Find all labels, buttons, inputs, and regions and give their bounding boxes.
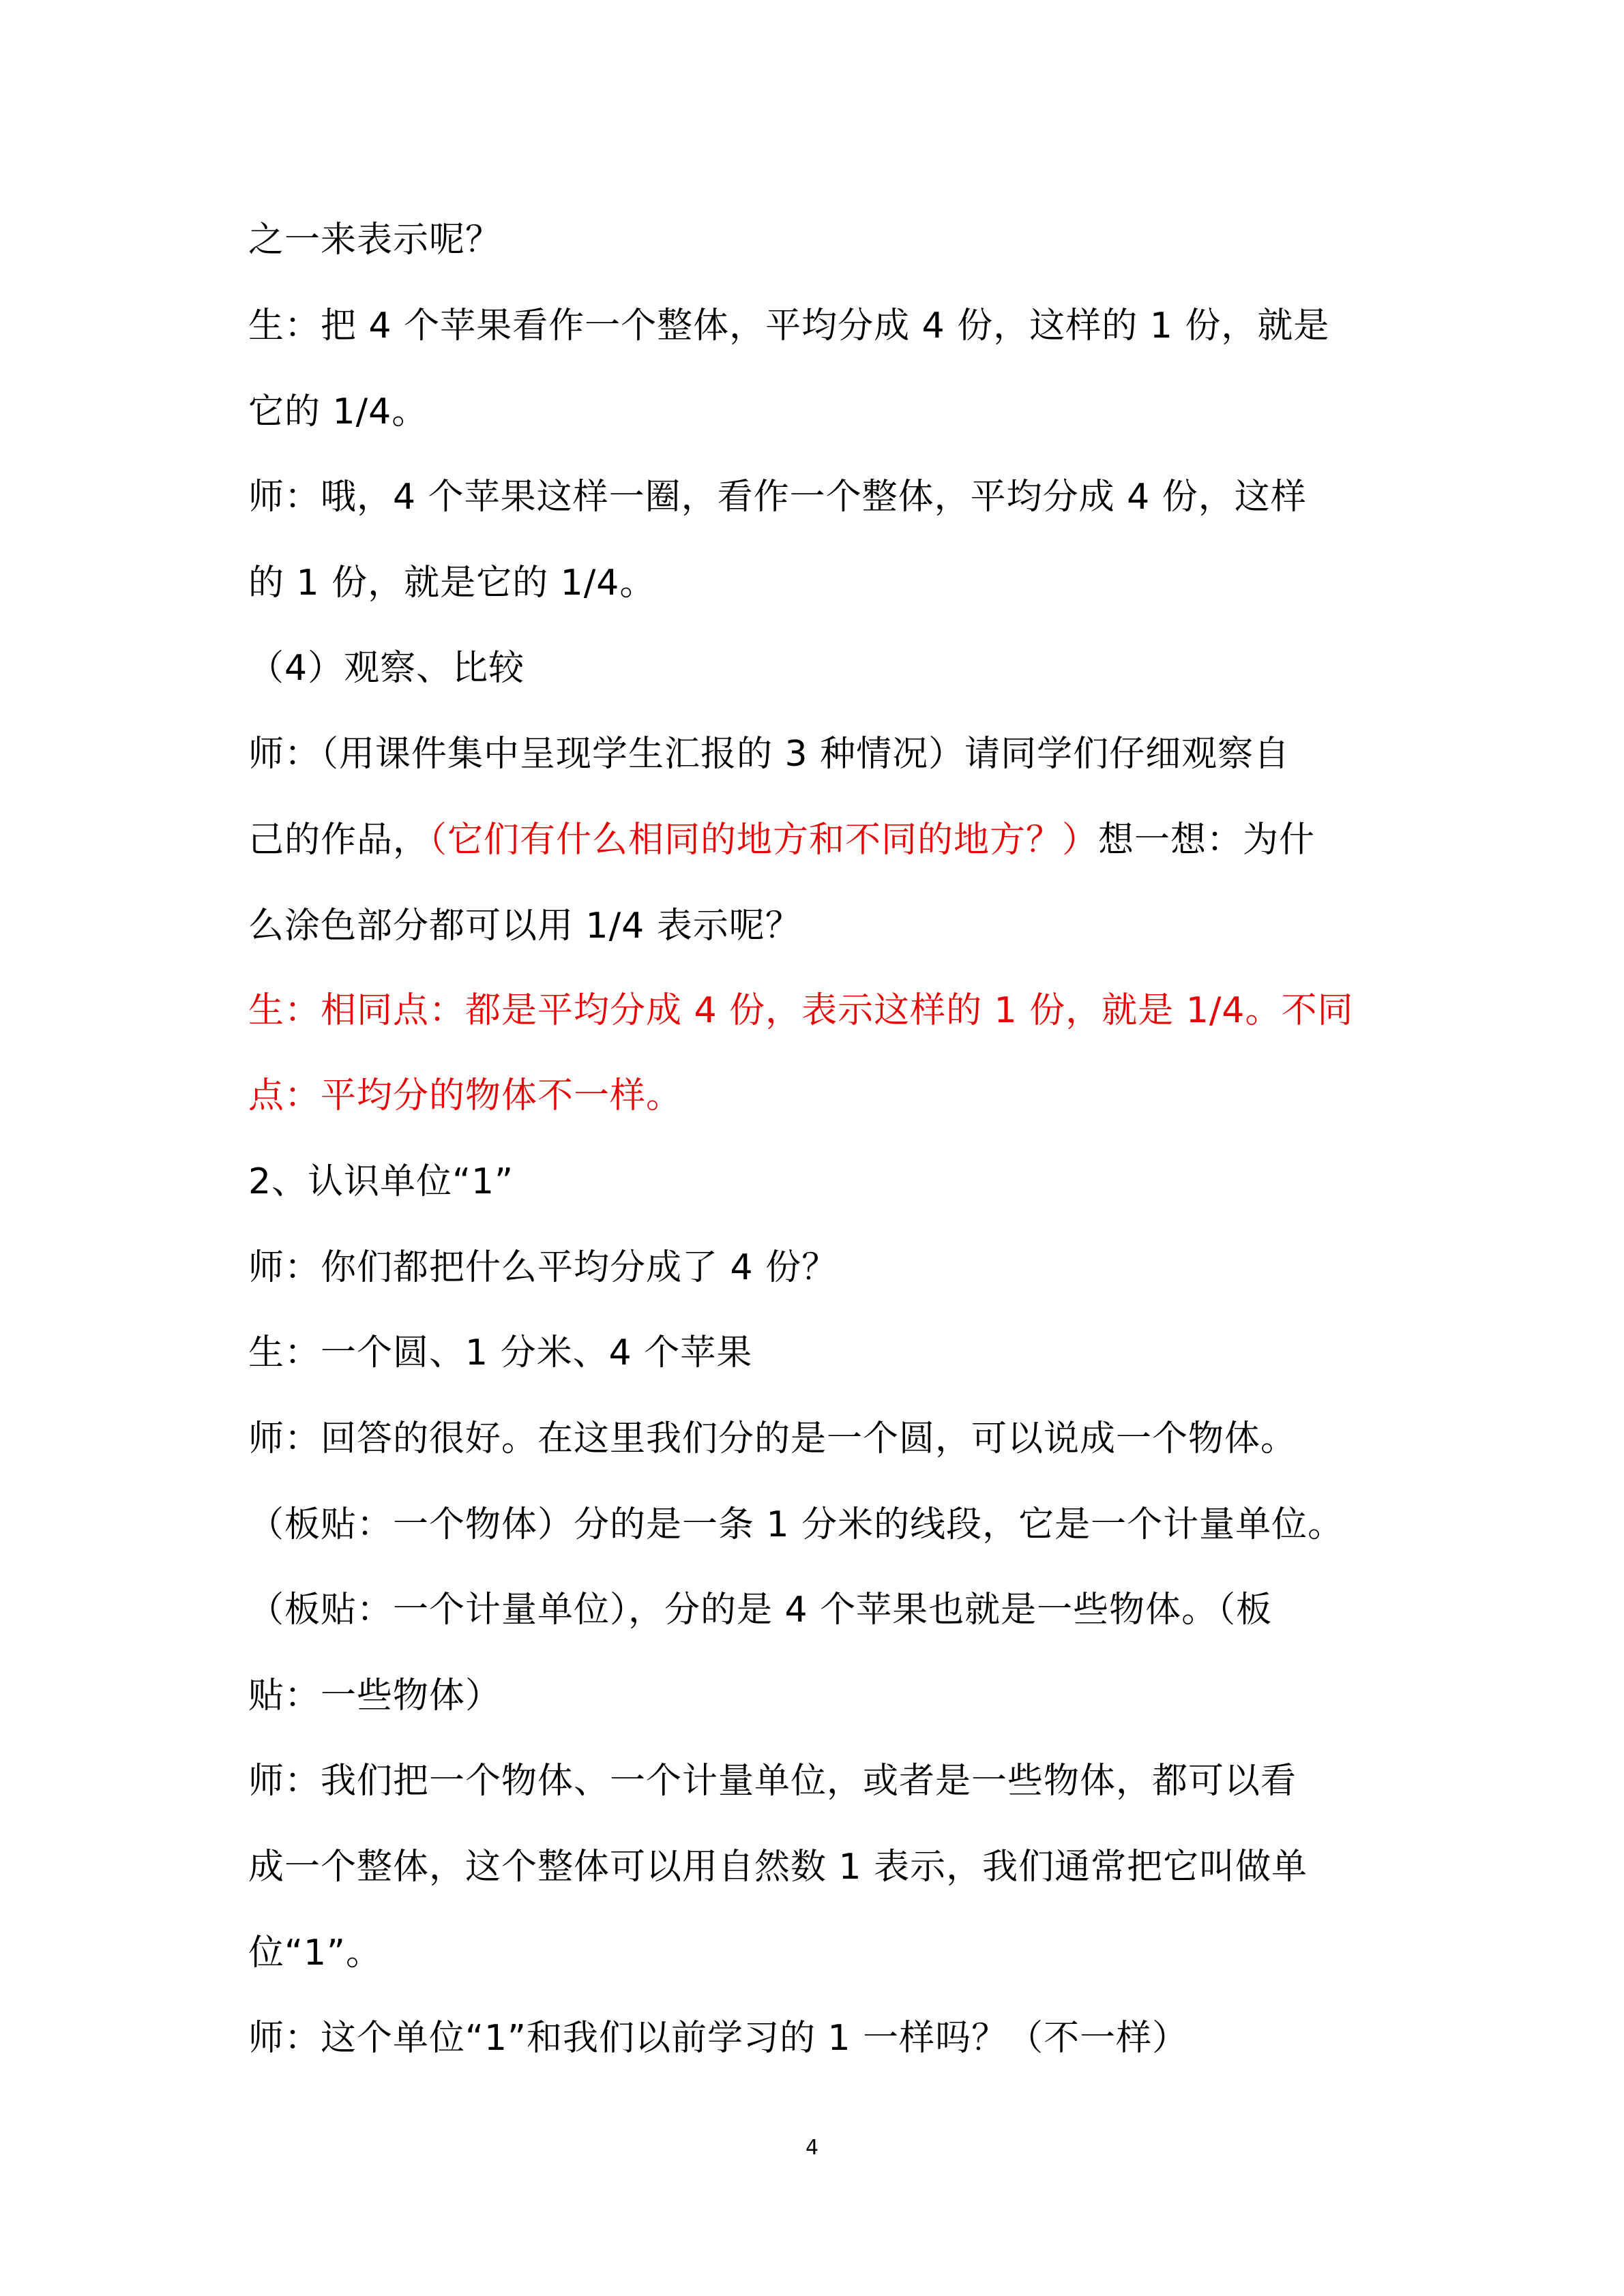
text-line-14: 生：一个圆、1 分米、4 个苹果 bbox=[248, 1332, 753, 1373]
text-line-17: （板贴：一个计量单位），分的是 4 个苹果也就是一些物体。（板 bbox=[248, 1590, 1273, 1630]
text-line-19: 师：我们把一个物体、一个计量单位，或者是一些物体，都可以看 bbox=[248, 1761, 1297, 1802]
text-line-22: 师：这个单位“1”和我们以前学习的 1 一样吗？（不一样） bbox=[248, 2018, 1189, 2059]
section-heading-observe-compare: （4）观察、比较 bbox=[248, 648, 525, 689]
section-heading-unit-one: 2、认识单位“1” bbox=[248, 1161, 514, 1202]
text-line-15: 师：回答的很好。在这里我们分的是一个圆，可以说成一个物体。 bbox=[248, 1418, 1297, 1459]
text-line-01: 之一来表示呢？ bbox=[248, 220, 502, 260]
text-line-13: 师：你们都把什么平均分成了 4 份？ bbox=[248, 1247, 838, 1288]
text-line-07: 师：（用课件集中呈现学生汇报的 3 种情况）请同学们仔细观察自 bbox=[248, 734, 1290, 775]
text-line-20: 成一个整体，这个整体可以用自然数 1 表示，我们通常把它叫做单 bbox=[248, 1847, 1308, 1888]
text-line-08 bbox=[248, 818, 1315, 862]
text-line-09: 么涂色部分都可以用 1/4 表示呢？ bbox=[248, 906, 801, 946]
text-segment-plain: 己的作品， bbox=[248, 820, 430, 861]
page-number: 4 bbox=[805, 2136, 819, 2160]
text-line-18: 贴：一些物体） bbox=[248, 1675, 502, 1716]
text-line-04: 师：哦，4 个苹果这样一圈，看作一个整体，平均分成 4 份，这样 bbox=[248, 477, 1307, 518]
text-line-02: 生：把 4 个苹果看作一个整体，平均分成 4 份，这样的 1 份，就是 bbox=[248, 305, 1330, 346]
text-line-21: 位“1”。 bbox=[248, 1933, 382, 1973]
text-line-16: （板贴：一个物体）分的是一条 1 分米的线段，它是一个计量单位。 bbox=[248, 1504, 1344, 1545]
text-line-10-red: 生：相同点：都是平均分成 4 份，表示这样的 1 份，就是 1/4。不同 bbox=[248, 990, 1354, 1031]
text-segment-red-question: （它们有什么相同的地方和不同的地方？） bbox=[429, 820, 1099, 861]
text-line-05: 的 1 份，就是它的 1/4。 bbox=[248, 563, 656, 603]
text-segment-plain-end: 想一想：为什 bbox=[1098, 820, 1316, 861]
text-line-03: 它的 1/4。 bbox=[248, 391, 428, 432]
text-line-11-red: 点：平均分的物体不一样。 bbox=[248, 1075, 683, 1116]
